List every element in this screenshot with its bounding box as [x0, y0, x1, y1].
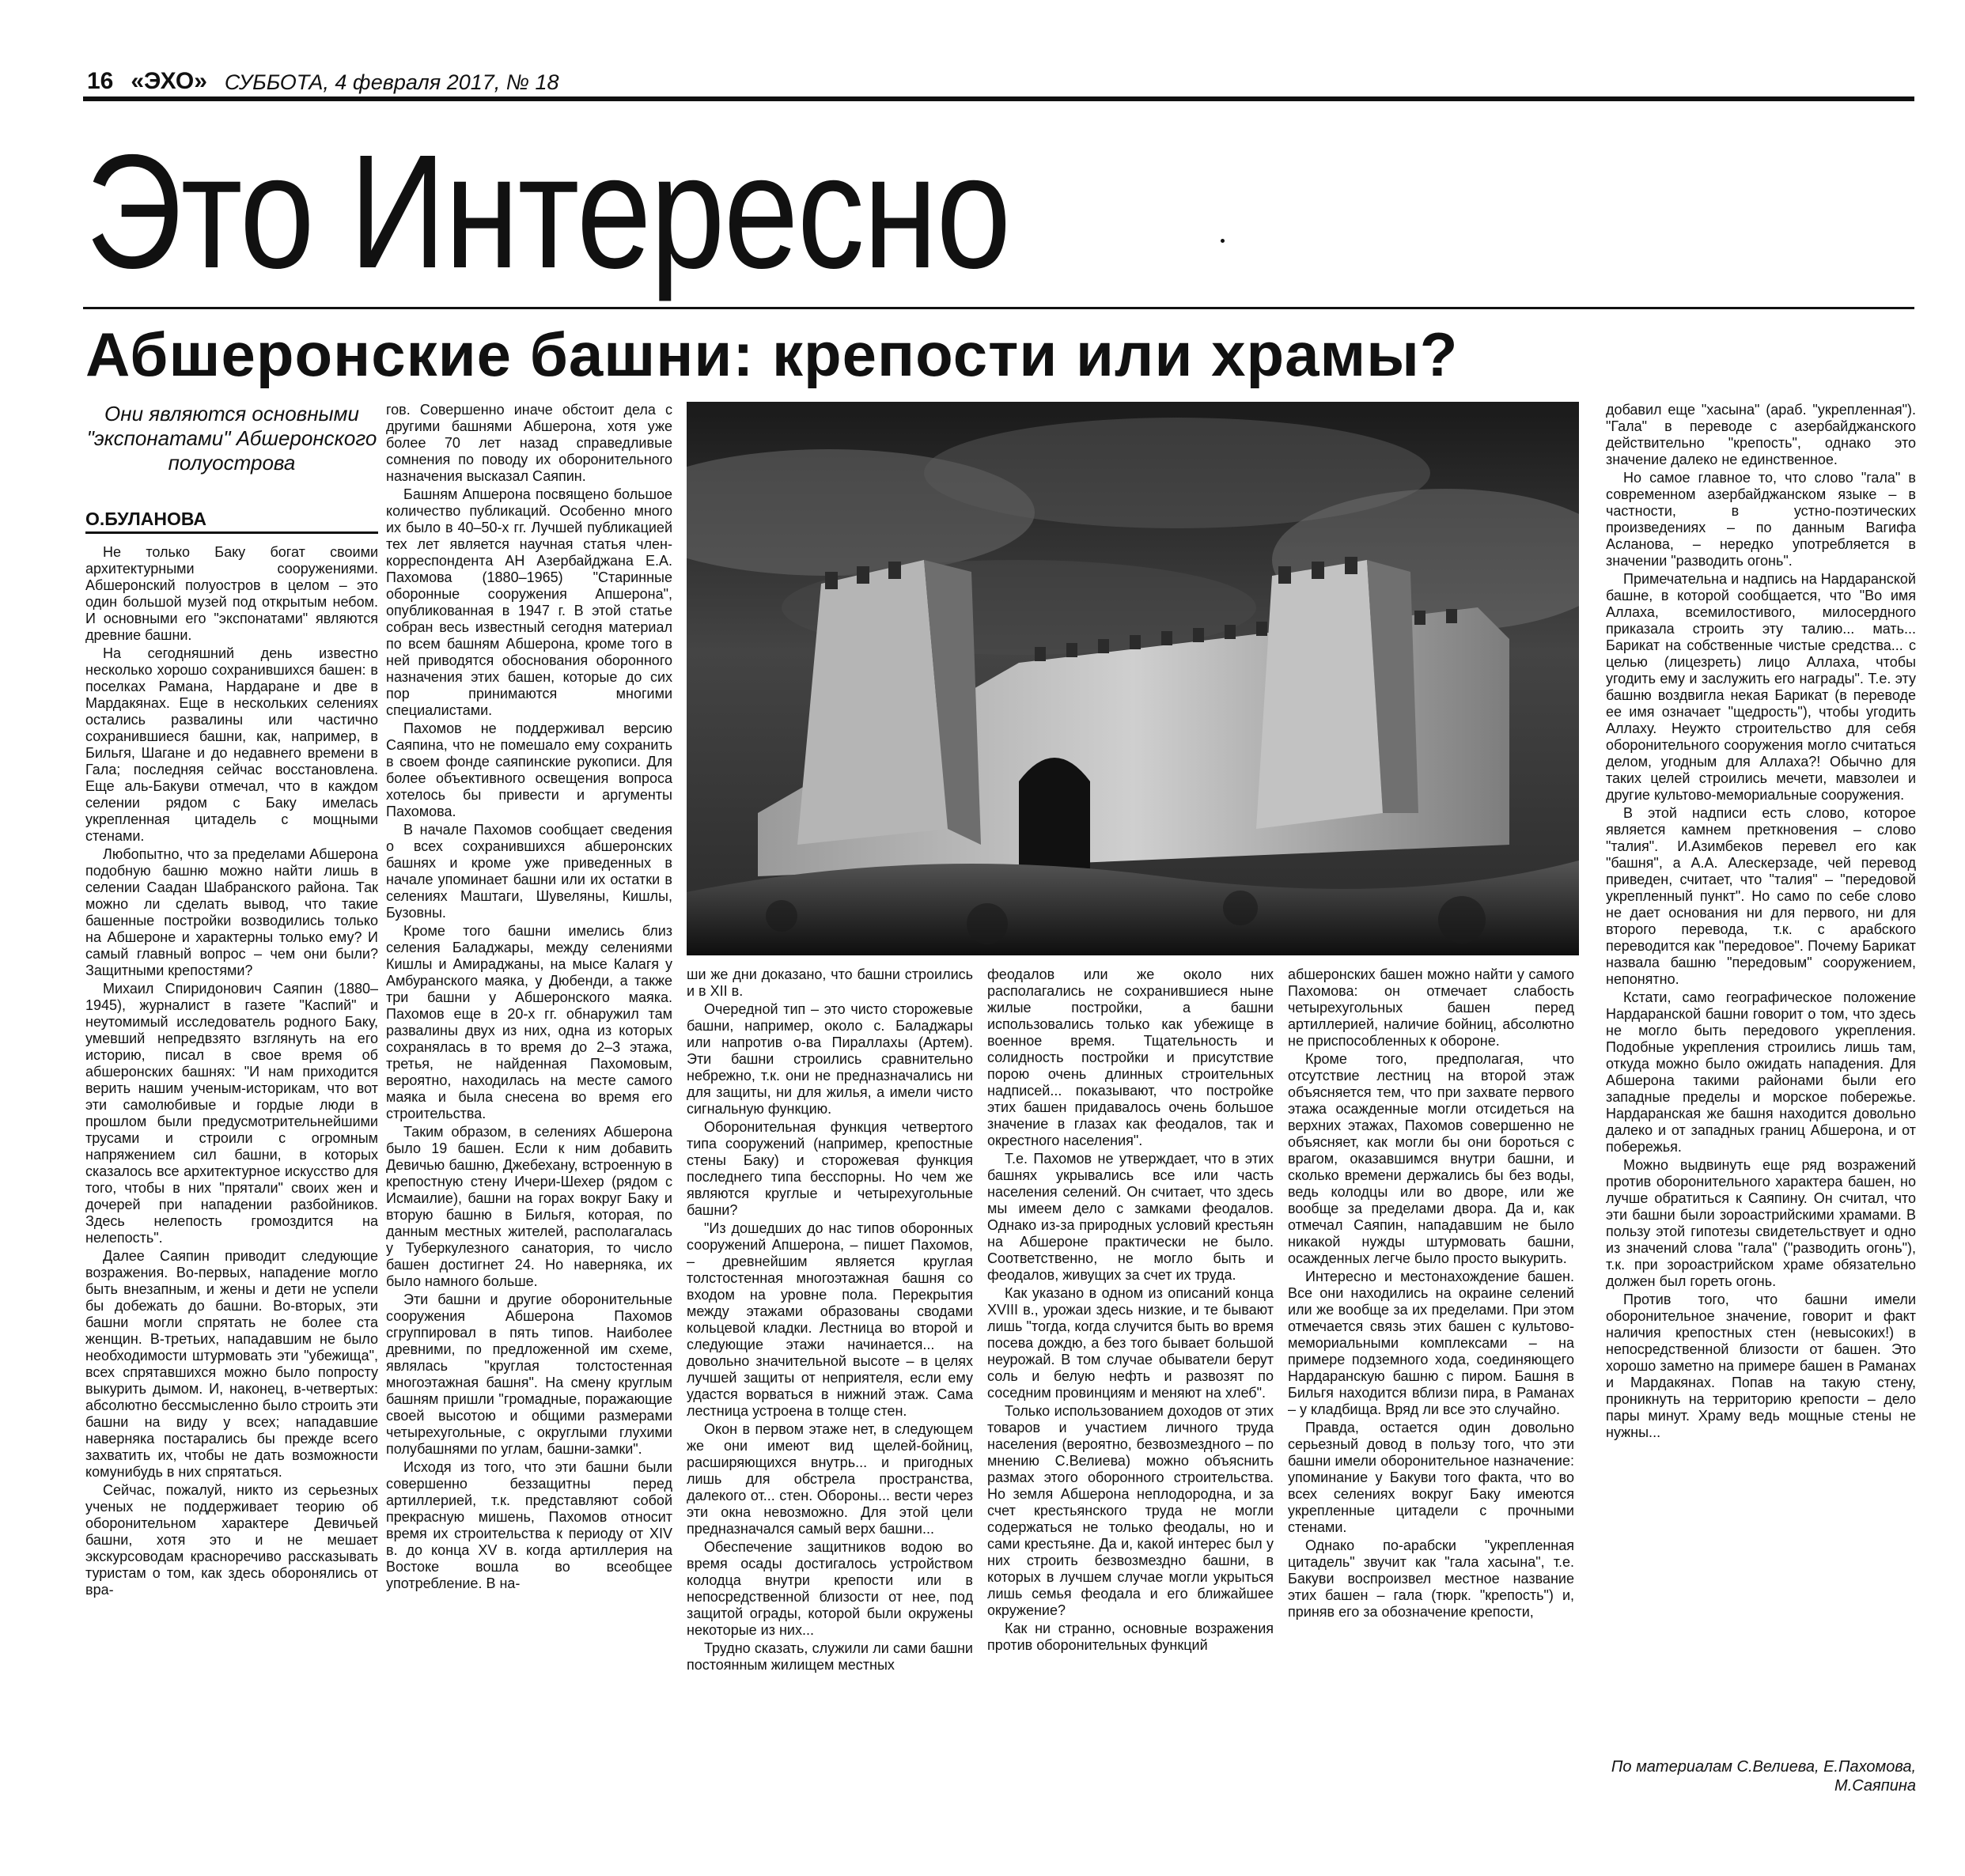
paragraph: Очередной тип – это чисто сторожевые башни, например, около с. Баладжары или напротив о-ва Пираллахы (Артем). Эти башни строились сравнительно небрежно, т.к. они не предназначались ни для защиты, ни для жилья, а имели чисто сигнальную функцию. [687, 1001, 973, 1117]
paragraph: Против того, что башни имели оборонительное значение, говорит и факт наличия крепостных стен (невысоких!) в непосредственной близости от башен. Это хорошо заметно на примере башен в Раманах и Мардакянах. Попав на такую стену, проникнуть на территорию крепости – дело пары минут. Храму ведь мощные стены не нужны... [1606, 1292, 1916, 1440]
masthead [87, 62, 1914, 95]
paragraph: Только использованием доходов от этих товаров и участием личного труда населения (вероятно, безвозмездного – по мнению С.Велиева) можно объяснить размах этого оборонного строительства. Но земля Абшерона неплодородна, и за счет крестьянского труда не могли содержаться не только феодалы, но и сами крестьяне. Да и, какой интерес был у них строить безвозмездно башни, в которых в лучшем случае могли укрыться лишь семья феодала и его ближайшее окружение? [987, 1403, 1274, 1618]
paragraph: Как указано в одном из описаний конца XVIII в., урожаи здесь низкие, и те бывают лишь "тогда, когда случится быть во время посева дождю, а без того бывает большой неурожай. В том случае обыватели берут соль и белую нефть и развозят по соседним провинциям и меняют на хлеб". [987, 1285, 1274, 1401]
paragraph: гов. Совершенно иначе обстоит дела с другими башнями Абшерона, хотя уже более 70 лет назад справедливые сомнения по поводу их оборонительного назначения высказал Саяпин. [386, 402, 672, 484]
paragraph: Можно выдвинуть еще ряд возражений против оборонительного характера башен, но лучше обратиться к Саяпину. Он считал, что эти башни были зороастрийскими храмами. В пользу этой гипотезы свидетельствует и одно из значений слова "гала" ("разводить огонь"), т.к. при зороастрийском храме обязательно должен был гореть огонь. [1606, 1157, 1916, 1289]
article-credit: По материалам С.Велиева, Е.Пахомова, М.Саяпина [1611, 1758, 1916, 1795]
paragraph: Примечательна и надпись на Нардаранской башне, в которой сообщается, что "Во имя Аллаха, всемилостивого, милосердного приказала строить эту талию... мать... Барикат на собственные чистые средства... с целью (лицезреть) лицо Аллаха, чтобы угодить ему и заслужить его награды". Т.е. эту башню воздвигла некая Барикат (в переводе ее имя означает "щедрость"), чтобы угодить Аллаху. Неужто строительство для себя оборонительного сооружения могло считаться делом, угодным для Аллаха?! Обычно для таких целей строились мечети, мавзолеи и другие культово-мемориальные сооружения. [1606, 571, 1916, 803]
paragraph: Трудно сказать, служили ли сами башни постоянным жилищем местных [687, 1640, 973, 1673]
paragraph: Сейчас, пожалуй, никто из серьезных ученых не поддерживает теорию об оборонительном характере Девичьей башни, хотя это и не мешает экскурсоводам красноречиво рассказывать туристам о том, как здесь оборонялись от вра- [85, 1482, 378, 1598]
article-column-6 [1606, 402, 1916, 1754]
paragraph: добавил еще "хасына" (араб. "укрепленная"). "Гала" в переводе с азербайджанского действительно "крепость", однако это значение далеко не единственное. [1606, 402, 1916, 467]
article-byline: О.БУЛАНОВА [85, 508, 378, 534]
paragraph: Исходя из того, что эти башни были совершенно беззащитны перед артиллерией, т.к. представляют собой прекрасную мишень, Пахомов относит время их строительства к периоду от XIV в. до конца XV в. когда артиллерия на Востоке вошла во всеобщее употребление. В на- [386, 1459, 672, 1591]
paragraph: Как ни странно, основные возражения против оборонительных функций [987, 1621, 1274, 1653]
paragraph: На сегодняшний день известно несколько хорошо сохранившихся башен: в поселках Рамана, Нардаране и две в Мардакянах. Еще в нескольких селениях остались развалины или частично сохранившиеся башни, как, например, в Бильгя, Шагане и до недавнего времени в Гала; последняя сейчас восстановлена. Еще аль-Бакуви отмечал, что в каждом селении рядом с Баку имелась укрепленная цитадель с мощными стенами. [85, 645, 378, 844]
paragraph: Михаил Спиридонович Саяпин (1880–1945), журналист в газете "Каспий" и неутомимый исследователь родного Баку, умевший непредвзято взглянуть на его историю, писал в свое время об абшеронских башнях: "И нам приходится верить нашим ученым-историкам, что вот эти самолюбивые и гордые люди в прошлом были предусмотрительнейшими трусами и строили с огромным напряжением сил башни, в которых сказалось все архитектурное искусство для того, чтобы в них "прятали" своих жен и дочерей при нападении разбойников. Здесь нелепость громоздится на нелепость". [85, 981, 378, 1246]
article-column-4 [987, 966, 1274, 1797]
top-rule [83, 96, 1914, 101]
paragraph: Окон в первом этаже нет, в следующем же они имеют вид щелей-бойниц, расширяющихся внутрь... и пригодных лишь для обстрела пространства, далекого от... стен. Обороны... вести через эти окна невозможно. Для этой цели предназначался самый верх башни... [687, 1421, 973, 1537]
fortress-photo [687, 402, 1579, 955]
article-headline: Абшеронские башни: крепости или храмы? [85, 320, 1459, 389]
paragraph: ши же дни доказано, что башни строились и в XII в. [687, 966, 973, 999]
print-speck [1221, 239, 1225, 243]
paragraph: Обеспечение защитников водою во время осады достигалось устройством колодца внутри крепости или в непосредственной близости от нее, под защитой ограды, которой были окружены некоторые из них... [687, 1539, 973, 1638]
section-title: Это Интересно [85, 121, 1010, 302]
paragraph: В этой надписи есть слово, которое является камнем преткновения – слово "талия". И.Азимбеков перевел его как "башня", а А.А. Алескерзаде, чей перевод приведен, считает, что "талия" – "передовой укрепленный пункт". Но само по себе слово не дает основания ни для первого, ни для второго перевода, т.к. с арабского переводится как "передовое". Почему Барикат назвала башню "передовым" сооружением, непонятно. [1606, 805, 1916, 987]
paragraph: Оборонительная функция четвертого типа сооружений (например, крепостные стены Баку) и сторожевая функция последнего типа бесспорны. Но чем же являются круглые и четырехугольные башни? [687, 1119, 973, 1218]
paragraph: "Из дошедших до нас типов оборонных сооружений Апшерона, – пишет Пахомов, – древнейшим является круглая толстостенная многоэтажная башня со входом на уровне пола. Перекрытия между этажами образованы сводами кольцевой кладки. Лестница во второй и следующие этажи начинается... на довольно значительной высоте – в целях лучшей защиты от неприятеля, если ему удастся ворваться в нижний этаж. Сама лестница устроена в толще стен. [687, 1220, 973, 1419]
paragraph: Однако по-арабски "укрепленная цитадель" звучит как "гала хасына", т.е. Бакуви воспроизвел местное название этих башен – гала (тюрк. "крепость") и, приняв его за обозначение крепости, [1288, 1537, 1574, 1620]
paragraph: Эти башни и другие оборонительные сооружения Абшерона Пахомов сгруппировал в пять типов. Наиболее древними, по предложенной им схеме, являлась "круглая толстостенная многоэтажная башня". На смену круглым башням пришли "громадные, поражающие своей высотою и общими размерами четырехугольные, с округлыми глухими полубашнями по углам, башни-замки". [386, 1292, 672, 1457]
article-column-5 [1288, 966, 1574, 1797]
paragraph: Кстати, само географическое положение Нардаранской башни говорит о том, что здесь не могло быть передового укрепления. Подобные укрепления строились лишь там, откуда можно было ожидать нападения. Для Абшерона такими районами были его западные пределы и морское побережье. Нардаранская же башня находится довольно далеко и от западных границ Абшерона, и от побережья. [1606, 989, 1916, 1155]
fortress-photo-svg [687, 402, 1579, 955]
paragraph: абшеронских башен можно найти у самого Пахомова: он отмечает слабость четырехугольных башен перед артиллерией, наличие бойниц, абсолютно не приспособленных к обороне. [1288, 966, 1574, 1049]
paragraph: Кроме того башни имелись близ селения Баладжары, между селениями Кишлы и Амираджаны, на мысе Калагя у Амбуранского маяка, у Дюбенди, а также три башни у Абшеронского маяка. Пахомов еще в 20-х гг. обнаружил там развалины двух из них, одна из которых сохранялась в то время до 2–3 этажа, третья, не найденная Пахомовым, вероятно, находилась на месте самого маяка и была снесена во время его строительства. [386, 923, 672, 1121]
paragraph: Правда, остается один довольно серьезный довод в пользу того, что эти башни имели оборонительное назначение: упоминание у Бакуви того факта, что во всех селениях вокруг Баку имеются укрепленные цитадели с прочными стенами. [1288, 1420, 1574, 1535]
section-rule [83, 307, 1914, 309]
paragraph: Башням Апшерона посвящено большое количество публикаций. Особенно много их было в 40–50-х гг. Лучшей публикацией тех лет является научная статья член-корреспондента АН Азербайджана Е.А. Пахомова (1880–1965) "Старинные оборонные сооружения Апшерона", опубликованная в 1947 г. В этой статье собран весь известный сегодня материал по всем башням Абшерона, кроме того в ней приводятся обоснования оборонного назначения этих башен, которые до сих пор принимаются многими специалистами. [386, 486, 672, 718]
paragraph: феодалов или же около них располагались не сохранившиеся ныне жилые постройки, а башни использовались только как убежище в военное время. Тщательность и солидность постройки и присутствие порою очень длинных строительных надписей... показывают, что постройке этих башен придавалось очень большое значение в глазах как феодалов, так и окрестного населения". [987, 966, 1274, 1148]
paragraph: Кроме того, предполагая, что отсутствие лестниц на второй этаж объясняется тем, что при захвате первого этажа осажденные могли отсидеться на верхних этажах, Пахомов совершенно не объясняет, как могли бы они бороться с врагом, оказавшимся внутри башни, и сколько времени держались бы без воды, ведь колодцы или во дворе, или же вообще за пределами двора. Да и, как отмечал Саяпин, нападавшим не было никакой нужды штурмовать башни, осажденных легче было просто выкурить. [1288, 1051, 1574, 1266]
paragraph: Но самое главное то, что слово "гала" в современном азербайджанском языке – в частности, в устно-поэтических произведениях – по данным Вагифа Асланова, – нередко употребляется в значении "разводить огонь". [1606, 470, 1916, 569]
paragraph: Любопытно, что за пределами Абшерона подобную башню можно найти лишь в селении Саадан Шабранского района. Так можно ли сделать вывод, что такие башенные постройки возводились только на Абшероне и характерны только ему? И самый главный вопрос – чем они были? Защитными крепостями? [85, 846, 378, 978]
issue-date: СУББОТА, 4 февраля 2017, № 18 [224, 70, 559, 94]
article-column-2 [386, 402, 672, 1798]
paragraph: Интересно и местонахождение башен. Все они находились на окраине селений или же вообще за их пределами. При этом отмечается связь этих башен с культово-мемориальными комплексами – на примере подземного хода, соединяющего Нардаранскую башню с пиром. Башня в Бильгя находится вблизи пира, в Раманах – у кладбища. Вряд ли все это случайно. [1288, 1269, 1574, 1417]
page-number: 16 [87, 68, 114, 94]
paragraph: Пахомов не поддерживал версию Саяпина, что не помешало ему сохранить в своем фонде саяпинские рукописи. Для более объективного освещения вопроса хотелось бы привести и аргументы Пахомова. [386, 721, 672, 819]
article-lede: Они являются основными "экспонатами" Абшеронского полуострова [86, 402, 377, 475]
paragraph: Не только Баку богат своими архитектурными сооружениями. Абшеронский полуостров в целом – это один большой музей под открытым небом. И основными его "экспонатами" являются древние башни. [85, 544, 378, 643]
paragraph: Т.е. Пахомов не утверждает, что в этих башнях укрывались все или часть населения селений. Он считает, что здесь мы имеем дело с замками феодалов. Однако из-за природных условий крестьян на Абшероне практически не было. Соответственно, не могло быть и феодалов, живущих за счет их труда. [987, 1151, 1274, 1283]
paragraph: Далее Саяпин приводит следующие возражения. Во-первых, нападение могло быть внезапным, и жены и дети не успели бы добежать до башни. Во-вторых, эти башни могли спрятать не более ста женщин. В-третьих, нападавшим не было необходимости штурмовать эти "убежища", всех спрятавшихся можно было попросту выкурить дымом. И, наконец, в-четвертых: абсолютно бессмысленно было строить эти башни на виду у всех; нападавшие наверняка постарались бы прежде всего захватить их, чтобы не дать возможности комунибудь в них спрятаться. [85, 1248, 378, 1480]
paper-name: «ЭХО» [131, 68, 207, 94]
paragraph: В начале Пахомов сообщает сведения о всех сохранившихся абшеронских башнях и кроме уже приведенных в начале упоминает башни или их остатки в селениях Маштаги, Шувеляны, Кишлы, Бузовны. [386, 822, 672, 921]
paragraph: Таким образом, в селениях Абшерона было 19 башен. Если к ним добавить Девичью башню, Джебехану, встроенную в крепостную стену Ичери-Шехер (рядом с Исмаилие), башни на горах вокруг Баку и вторую башню в Бильгя, которая, по данным местных жителей, располагалась у Туберкулезного санатория, то число башен достигнет 24. Но наверняка, их было намного больше. [386, 1124, 672, 1289]
article-column-3 [687, 966, 973, 1797]
article-column-1 [85, 544, 378, 1798]
